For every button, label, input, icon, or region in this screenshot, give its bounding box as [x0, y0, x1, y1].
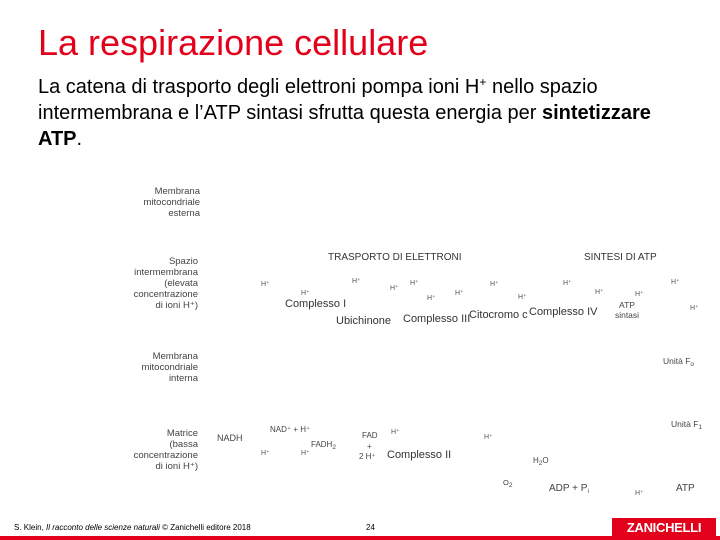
label-complex-4: Complesso IV: [529, 306, 598, 318]
h-ion: H⁺: [301, 450, 310, 457]
label-h2o-suffix: O: [542, 456, 549, 465]
label-complex-2: Complesso II: [387, 449, 452, 461]
page-number: 24: [366, 523, 375, 532]
label-inner-membrane: [110, 351, 198, 384]
label-o2-subscript: 2: [508, 482, 513, 489]
label-inner-membrane-line: Membrana: [152, 351, 198, 362]
label-atp-synthase-line: ATP: [619, 300, 635, 310]
intro-text-part2: nello spazio intermembrana e l’ATP sintasi sfrutta questa energia per: [38, 76, 598, 124]
label-adp-pi: [549, 483, 589, 494]
h-ion: H⁺: [455, 290, 464, 297]
h-ion: H⁺: [671, 279, 680, 286]
h-ion: H⁺: [690, 305, 699, 312]
h-ion: H⁺: [301, 290, 310, 297]
label-matrix-line: concentrazione: [133, 450, 198, 461]
label-matrix-line: Matrice: [166, 428, 198, 439]
label-complex-1: Complesso I: [285, 298, 347, 310]
intro-text: [38, 74, 698, 152]
h-ion: H⁺: [635, 291, 644, 298]
label-unit-f1-text: Unità F: [671, 419, 699, 429]
label-o2: [503, 477, 512, 488]
h-ion: H⁺: [595, 289, 604, 296]
label-cytochrome-c: Citocromo c: [469, 309, 528, 321]
label-fadh2-text: FADH: [311, 440, 333, 449]
h-ion: H⁺: [391, 429, 400, 436]
h-ion: H⁺: [352, 278, 361, 285]
label-nadh: NADH: [217, 433, 243, 443]
label-unit-fo-text: Unità F: [663, 356, 691, 366]
label-atp-synthase: [610, 300, 644, 320]
label-nad-plus: NAD⁺ + H⁺: [270, 425, 311, 434]
label-h2o: [533, 455, 549, 466]
label-intermembrane-space: [110, 256, 198, 311]
label-matrix: [110, 428, 198, 472]
h-ion: H⁺: [410, 280, 419, 287]
label-inner-membrane-line: mitocondriale: [141, 362, 198, 373]
label-h2o-text: H: [533, 456, 539, 465]
label-outer-membrane-line: mitocondriale: [143, 197, 200, 208]
label-outer-membrane-line: Membrana: [154, 186, 200, 197]
label-complex-3: Complesso III: [403, 313, 471, 325]
h-ion: H⁺: [427, 295, 436, 302]
header-electron-transport: TRASPORTO DI ELETTRONI: [328, 252, 462, 263]
label-outer-membrane-line: esterna: [168, 208, 200, 219]
label-intermembrane-line: intermembrana: [134, 267, 198, 278]
h-ion: H⁺: [390, 285, 399, 292]
footer-credit-book-title: Il racconto delle scienze naturali: [46, 523, 160, 532]
h-ion: H⁺: [635, 490, 644, 497]
label-unit-f1-subscript: 1: [698, 424, 703, 431]
label-unit-f1: [671, 419, 702, 430]
h-ion: H⁺: [563, 280, 572, 287]
label-inner-membrane-line: interna: [168, 373, 198, 384]
label-intermembrane-line: Spazio: [168, 256, 198, 267]
intro-text-end: .: [76, 128, 83, 150]
intro-text-bold: sintetizzare ATP: [38, 102, 651, 150]
label-fadh2: [311, 439, 336, 450]
slide-title: La respirazione cellulare: [38, 22, 429, 63]
label-h2o-subscript: 2: [538, 460, 543, 467]
label-intermembrane-line: di ioni H⁺): [155, 300, 198, 311]
label-ubiquinone: Ubichinone: [336, 315, 392, 327]
intro-text-part1: La catena di trasporto degli elettroni pompa ioni H: [38, 76, 480, 98]
label-adp-pi-text: ADP + P: [549, 483, 588, 494]
label-adp-pi-subscript: i: [587, 488, 589, 495]
label-atp-synthase-line: sintasi: [614, 310, 640, 320]
footer-credit: [14, 523, 251, 532]
label-fad: FAD: [362, 431, 378, 440]
header-atp-synthesis: SINTESI DI ATP: [584, 252, 657, 263]
label-atp: ATP: [676, 483, 695, 494]
intro-text-superscript: +: [479, 75, 487, 89]
label-two-h: 2 H⁺: [359, 452, 376, 461]
label-fadh2-subscript: 2: [332, 444, 336, 451]
footer-credit-author: S. Klein,: [14, 523, 47, 532]
label-matrix-line: di ioni H⁺): [155, 461, 198, 472]
label-outer-membrane: [120, 186, 200, 219]
h-ion: H⁺: [490, 281, 499, 288]
h-ion: H⁺: [484, 434, 493, 441]
h-ion: H⁺: [261, 281, 270, 288]
h-ion: H⁺: [518, 294, 527, 301]
footer-credit-copyright: © Zanichelli editore 2018: [159, 523, 251, 532]
label-unit-fo: [663, 356, 694, 367]
h-ion: H⁺: [261, 450, 270, 457]
publisher-logo: ZANICHELLI: [612, 518, 716, 538]
label-o2-text: O: [503, 478, 509, 487]
label-matrix-line: (bassa: [169, 439, 198, 450]
label-intermembrane-line: concentrazione: [133, 289, 198, 300]
label-plus: +: [367, 442, 372, 451]
label-intermembrane-line: (elevata: [164, 278, 198, 289]
label-unit-fo-subscript: o: [690, 361, 695, 368]
